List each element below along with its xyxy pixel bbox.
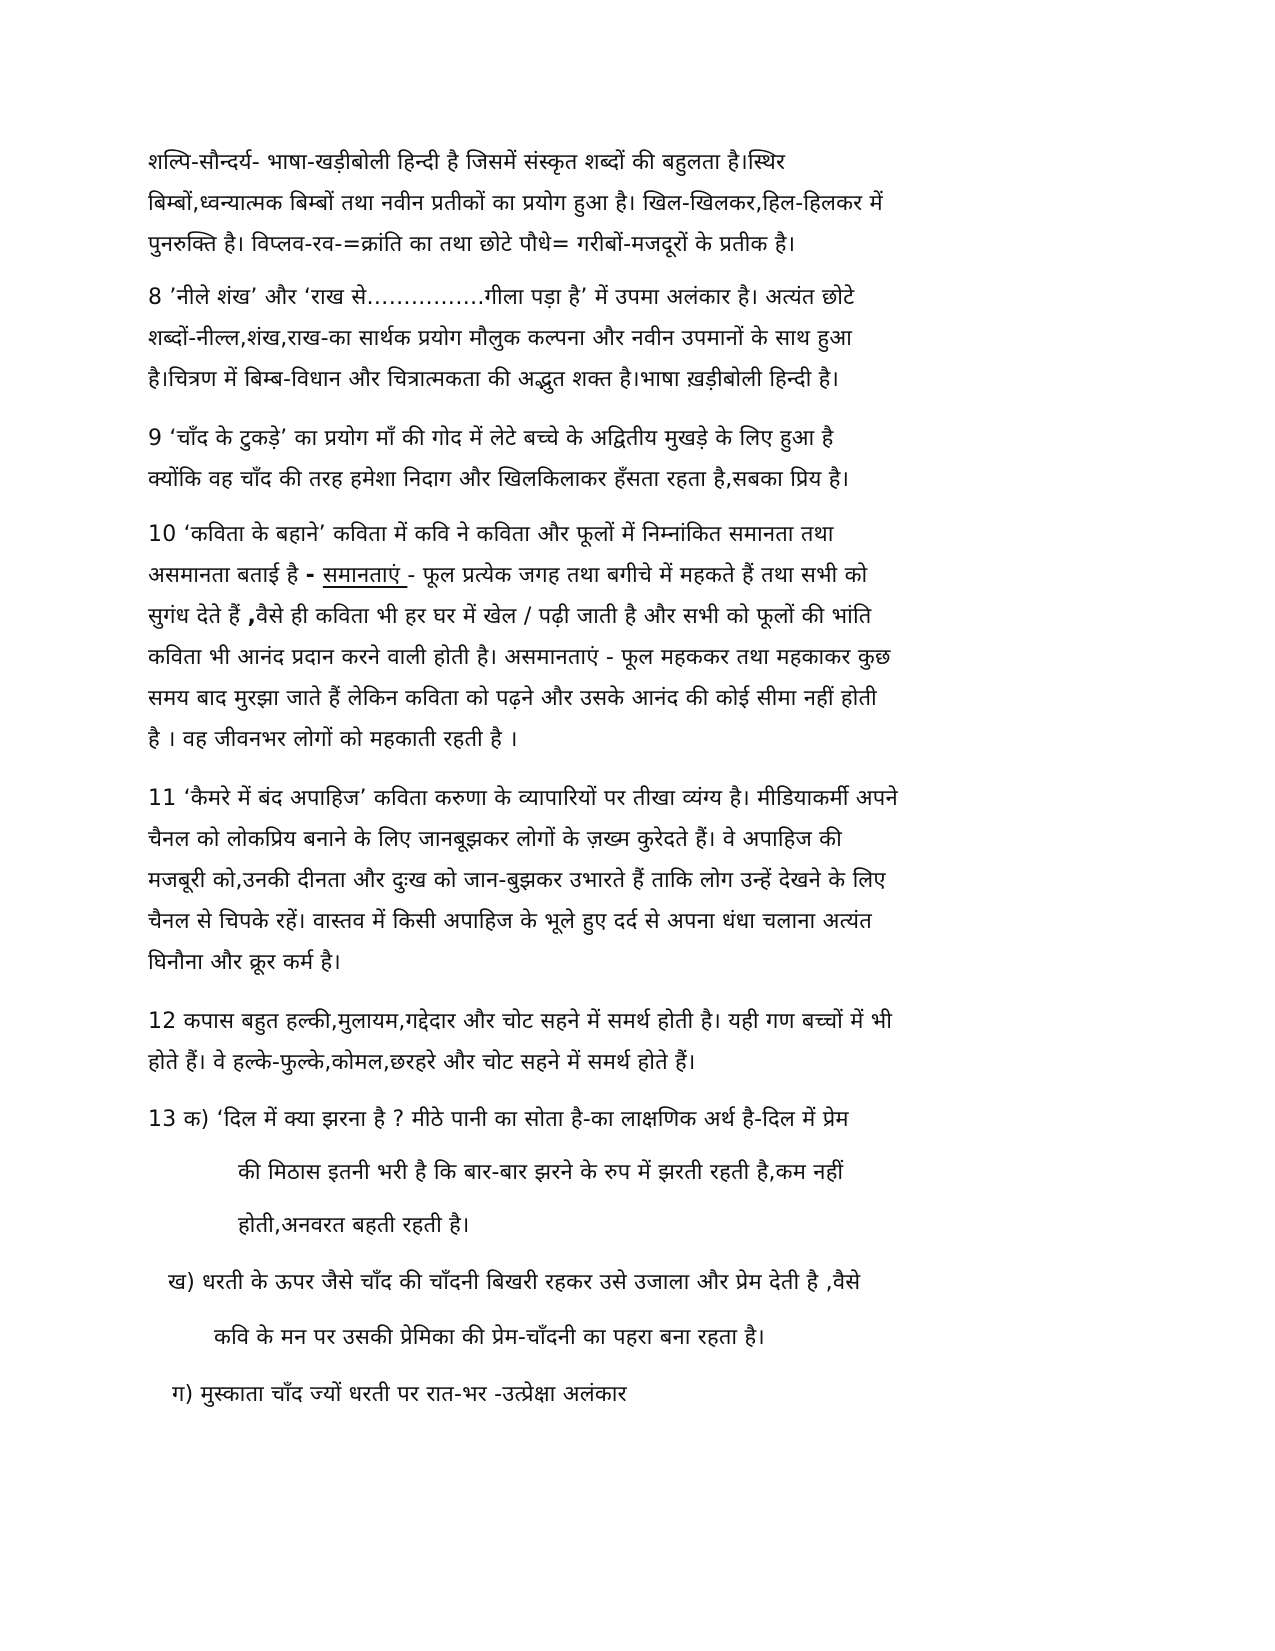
para13-ka-line1: 13 क) ‘दिल में क्या झरना है ? मीठे पानी का सोता है-का लाक्षणिक अर्थ है-दिल में प्रेम	[148, 1107, 849, 1132]
para12-line1: 12 कपास बहुत हल्की,मुलायम,गद्देदार और चोट सहने में समर्थ होती है। यही गण बच्चों में भी	[148, 1009, 893, 1034]
para10-line2-after: - फूल प्रत्येक जगह तथा बगीचे में महकते हैं तथा सभी को	[407, 563, 868, 588]
para10-samanta-heading: समानताएं	[322, 563, 408, 588]
para10-line3-comma: ,	[247, 604, 257, 629]
para13-kha-line1: ख) धरती के ऊपर जैसे चाँद की चाँदनी बिखरी रहकर उसे उजाला और प्रेम देती है ,वैसे	[168, 1270, 861, 1295]
para10-line3-after: वैसे ही कविता भी हर घर में खेल / पढ़ी जाती है और सभी को फूलों की भांति	[256, 604, 872, 629]
para10-line2-dash: -	[305, 563, 323, 588]
para13-ka-line3: होती,अनवरत बहती रहती है।	[238, 1213, 470, 1238]
para13-ga-line1: ग) मुस्काता चाँद ज्यों धरती पर रात-भर -उत्प्रेक्षा अलंकार	[172, 1382, 627, 1407]
para10-line3	[148, 606, 871, 628]
para10-line4: कविता भी आनंद प्रदान करने वाली होती है। असमानताएं - फूल महककर तथा महकाकर कुछ	[148, 645, 891, 670]
para9-line1: 9 ‘चाँद के टुकड़े’ का प्रयोग माँ की गोद में लेटे बच्चे के अद्वितीय मुखड़े के लिए हुआ है	[148, 426, 834, 451]
para11-line4: चैनल से चिपके रहें। वास्तव में किसी अपाहिज के भूले हुए दर्द से अपना धंधा चलाना अत्यंत	[148, 909, 872, 934]
para8-line1: 8 ’नीले शंख’ और ‘राख से…………….गीला पड़ा है’ में उपमा अलंकार है। अत्यंत छोटे	[148, 285, 855, 310]
para11-line5: घिनौना और क्रूर कर्म है।	[148, 950, 341, 975]
para13-kha-line2: कवि के मन पर उसकी प्रेमिका की प्रेम-चाँदनी का पहरा बना रहता है।	[214, 1325, 765, 1350]
para9-line2: क्योंकि वह चाँद की तरह हमेशा निदाग और खिलकिलाकर हँसता रहता है,सबका प्रिय है।	[148, 467, 850, 492]
para10-line6: है । वह जीवनभर लोगों को महकाती रहती है ।	[148, 727, 518, 752]
para1-line3: पुनरुक्ति है। विप्लव-रव-=क्रांति का तथा छोटे पौधे= गरीबों-मजदूरों के प्रतीक है।	[148, 232, 796, 257]
para10-line3-before: सुगंध देते हैं	[148, 604, 248, 629]
para8-line3: है।चित्रण में बिम्ब-विधान और चित्रात्मकता की अद्भुत शक्त है।भाषा ख़ड़ीबोली हिन्दी है।	[148, 367, 840, 392]
para11-line3: मजबूरी को,उनकी दीनता और दुःख को जान-बुझकर उभारते हैं ताकि लोग उन्हें देखने के लिए	[148, 868, 886, 893]
para1-line1: शल्पि-सौन्दर्य- भाषा-खड़ीबोली हिन्दी है जिसमें संस्कृत शब्दों की बहुलता है।स्थिर	[148, 150, 786, 175]
para11-line2: चैनल को लोकप्रिय बनाने के लिए जानबूझकर लोगों के ज़ख्म कुरेदते हैं। वे अपाहिज की	[148, 827, 842, 852]
para10-line5: समय बाद मुरझा जाते हैं लेकिन कविता को पढ़ने और उसके आनंद की कोई सीमा नहीं होती	[148, 686, 877, 711]
para10-line2	[148, 565, 867, 587]
para8-line2: शब्दों-नील्ल,शंख,राख-का सार्थक प्रयोग मौलुक कल्पना और नवीन उपमानों के साथ हुआ	[148, 326, 852, 351]
para10-line1: 10 ‘कविता के बहाने’ कविता में कवि ने कविता और फूलों में निम्नांकित समानता तथा	[148, 522, 834, 547]
para13-ka-line2: की मिठास इतनी भरी है कि बार-बार झरने के रुप में झरती रहती है,कम नहीं	[238, 1160, 844, 1185]
para12-line2: होते हैं। वे हल्के-फुल्के,कोमल,छरहरे और चोट सहने में समर्थ होते हैं।	[148, 1050, 696, 1075]
para10-line2-before: असमानता बताई है	[148, 563, 306, 588]
para11-line1: 11 ‘कैमरे में बंद अपाहिज’ कविता करुणा के व्यापारियों पर तीखा व्यंग्य है। मीडियाकर्मी अपने	[148, 786, 898, 811]
para1-line2: बिम्बों,ध्वन्यात्मक बिम्बों तथा नवीन प्रतीकों का प्रयोग हुआ है। खिल-खिलकर,हिल-हिलकर में	[148, 191, 883, 216]
